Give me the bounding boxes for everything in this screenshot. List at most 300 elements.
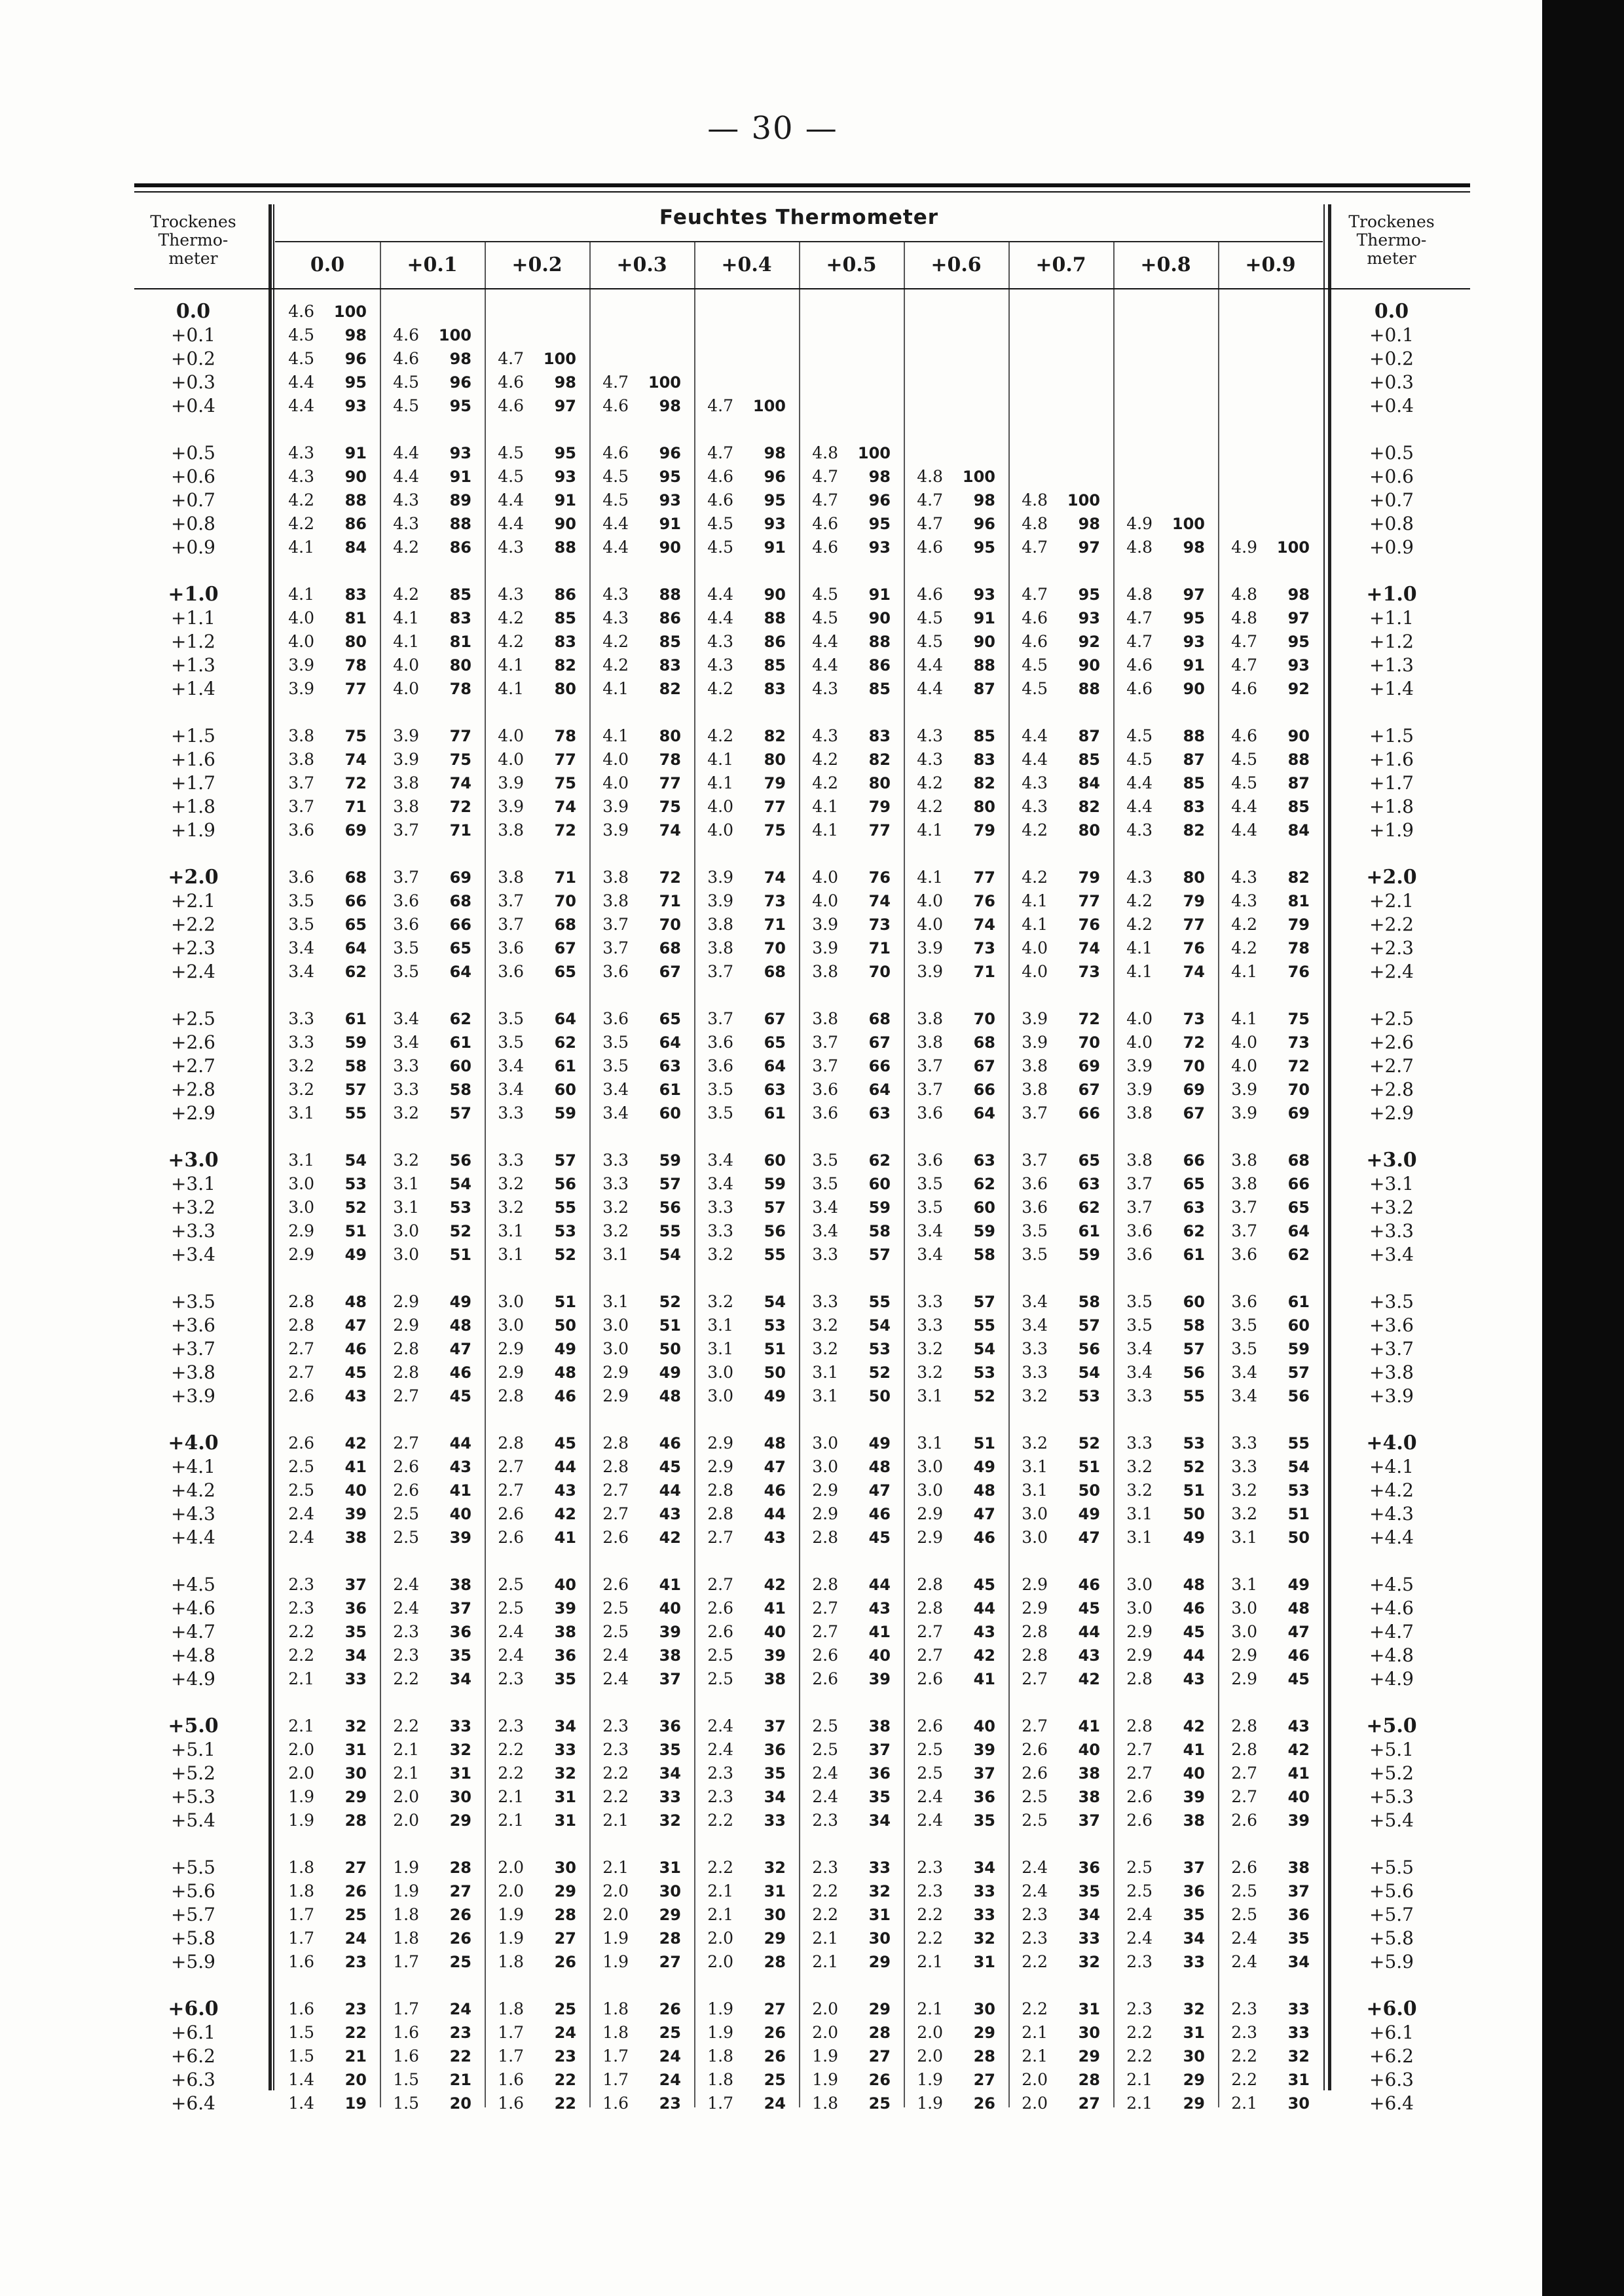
table-cell <box>583 1645 681 1666</box>
table-cell <box>688 1480 786 1501</box>
right-dry-value: +5.0 <box>1366 1714 1417 1737</box>
table-cell <box>897 1928 995 1949</box>
relative-humidity: 79 <box>1287 916 1310 934</box>
table-cell <box>897 961 995 982</box>
vapor-pressure: 4.6 <box>1022 632 1048 651</box>
vapor-pressure: 1.8 <box>602 1999 629 2018</box>
table-cell <box>478 1787 576 1807</box>
relative-humidity: 57 <box>1183 1340 1205 1358</box>
table-cell <box>268 513 367 534</box>
relative-humidity: 98 <box>344 326 367 344</box>
relative-humidity: 59 <box>554 1104 576 1122</box>
relative-humidity: 34 <box>868 1811 891 1830</box>
relative-humidity: 85 <box>659 633 681 651</box>
wet-column-header: +0.8 <box>1140 253 1191 276</box>
relative-humidity: 37 <box>868 1741 891 1759</box>
table-cell <box>897 1315 995 1336</box>
vapor-pressure: 4.0 <box>393 656 419 675</box>
relative-humidity: 86 <box>344 515 367 533</box>
vapor-pressure: 4.5 <box>707 538 733 557</box>
table-cell <box>268 584 367 605</box>
right-dry-value: +1.8 <box>1369 796 1414 817</box>
relative-humidity: 82 <box>1078 798 1100 816</box>
left-dry-value: +3.3 <box>171 1220 215 1242</box>
table-cell <box>897 655 995 676</box>
relative-humidity: 82 <box>659 680 681 698</box>
table-cell <box>373 1810 471 1831</box>
relative-humidity: 36 <box>449 1623 471 1641</box>
vapor-pressure: 2.6 <box>498 1504 524 1523</box>
table-cell <box>1211 1904 1310 1925</box>
relative-humidity: 33 <box>868 1859 891 1877</box>
relative-humidity: 41 <box>554 1528 576 1547</box>
relative-humidity: 38 <box>659 1646 681 1665</box>
table-cell <box>478 1716 576 1737</box>
vapor-pressure: 3.6 <box>707 1056 733 1075</box>
right-dry-value: +0.2 <box>1369 348 1414 369</box>
right-dry-value: +2.6 <box>1369 1031 1414 1053</box>
table-cell <box>1107 1763 1205 1784</box>
relative-humidity: 79 <box>1183 892 1205 910</box>
table-cell <box>688 2093 786 2114</box>
relative-humidity: 47 <box>1287 1623 1310 1641</box>
relative-humidity: 46 <box>1183 1599 1205 1618</box>
vapor-pressure: 2.2 <box>707 1858 733 1877</box>
relative-humidity: 88 <box>344 491 367 509</box>
relative-humidity: 100 <box>438 326 471 344</box>
vapor-pressure: 4.6 <box>1126 679 1153 698</box>
table-cell <box>478 1904 576 1925</box>
table-cell <box>792 1763 891 1784</box>
wet-column-header: +0.9 <box>1245 253 1296 276</box>
table-cell <box>478 2093 576 2114</box>
relative-humidity: 59 <box>1287 1340 1310 1358</box>
relative-humidity: 62 <box>344 963 367 981</box>
relative-humidity: 40 <box>973 1717 995 1735</box>
left-dry-value: +1.0 <box>168 583 219 606</box>
table-column-border <box>1323 204 1325 2090</box>
relative-humidity: 49 <box>344 1246 367 1264</box>
relative-humidity: 35 <box>1287 1929 1310 1948</box>
vapor-pressure: 4.4 <box>1126 797 1153 816</box>
vapor-pressure: 2.1 <box>812 1952 838 1971</box>
vapor-pressure: 3.0 <box>917 1481 943 1500</box>
table-cell <box>373 1881 471 1902</box>
table-cell <box>583 1103 681 1124</box>
vapor-pressure: 4.5 <box>498 467 524 486</box>
table-cell <box>1002 1433 1100 1454</box>
table-cell <box>268 1999 367 2020</box>
table-cell <box>1002 1787 1100 1807</box>
relative-humidity: 29 <box>1183 2094 1205 2113</box>
vapor-pressure: 4.7 <box>602 373 629 392</box>
table-cell <box>897 1504 995 1525</box>
vapor-pressure: 4.5 <box>1231 750 1257 769</box>
table-cell <box>583 773 681 794</box>
right-dry-value: +4.6 <box>1369 1597 1414 1619</box>
table-cell <box>1107 938 1205 959</box>
table-cell <box>583 1079 681 1100</box>
vapor-pressure: 3.2 <box>707 1292 733 1311</box>
relative-humidity: 72 <box>449 798 471 816</box>
vapor-pressure: 2.4 <box>393 1575 419 1594</box>
vapor-pressure: 2.7 <box>1022 1716 1048 1735</box>
vapor-pressure: 2.1 <box>917 1952 943 1971</box>
vapor-pressure: 4.4 <box>812 656 838 675</box>
wet-column-header: +0.4 <box>721 253 772 276</box>
table-cell <box>1107 867 1205 888</box>
vapor-pressure: 2.6 <box>498 1528 524 1547</box>
table-cell <box>1002 1150 1100 1171</box>
table-cell <box>1002 2046 1100 2067</box>
table-cell <box>583 372 681 393</box>
table-cell <box>897 1810 995 1831</box>
relative-humidity: 91 <box>1183 656 1205 675</box>
vapor-pressure: 2.9 <box>917 1504 943 1523</box>
relative-humidity: 37 <box>659 1670 681 1688</box>
relative-humidity: 23 <box>659 2094 681 2113</box>
table-cell <box>1107 655 1205 676</box>
relative-humidity: 97 <box>1078 538 1100 557</box>
relative-humidity: 62 <box>1287 1246 1310 1264</box>
table-cell <box>478 1999 576 2020</box>
vapor-pressure: 4.6 <box>1126 656 1153 675</box>
table-cell <box>478 961 576 982</box>
table-cell <box>1002 2093 1100 2114</box>
vapor-pressure: 2.6 <box>917 1716 943 1735</box>
vapor-pressure: 4.3 <box>1022 797 1048 816</box>
relative-humidity: 47 <box>764 1458 786 1476</box>
vapor-pressure: 4.2 <box>1231 915 1257 934</box>
table-cell <box>1002 1056 1100 1077</box>
vapor-pressure: 3.9 <box>1022 1009 1048 1028</box>
table-cell <box>373 1787 471 1807</box>
relative-humidity: 70 <box>659 916 681 934</box>
vapor-pressure: 3.0 <box>812 1434 838 1453</box>
relative-humidity: 76 <box>1183 939 1205 957</box>
vapor-pressure: 2.9 <box>393 1316 419 1335</box>
relative-humidity: 28 <box>1078 2071 1100 2089</box>
left-dry-value: +5.0 <box>168 1714 219 1737</box>
relative-humidity: 31 <box>554 1788 576 1806</box>
table-cell <box>478 891 576 912</box>
table-cell <box>1107 1315 1205 1336</box>
vapor-pressure: 2.9 <box>288 1221 314 1240</box>
relative-humidity: 81 <box>1287 892 1310 910</box>
table-cell <box>583 1386 681 1407</box>
relative-humidity: 93 <box>344 397 367 415</box>
vapor-pressure: 4.1 <box>498 656 524 675</box>
right-dry-value: +0.4 <box>1369 395 1414 417</box>
vapor-pressure: 4.4 <box>1231 797 1257 816</box>
vapor-pressure: 2.6 <box>393 1457 419 1476</box>
relative-humidity: 52 <box>344 1198 367 1217</box>
relative-humidity: 36 <box>554 1646 576 1665</box>
relative-humidity: 93 <box>1287 656 1310 675</box>
table-cell <box>897 1103 995 1124</box>
relative-humidity: 51 <box>344 1222 367 1240</box>
table-cell <box>478 1527 576 1548</box>
vapor-pressure: 4.1 <box>602 679 629 698</box>
relative-humidity: 31 <box>449 1764 471 1783</box>
relative-humidity: 88 <box>973 656 995 675</box>
table-cell <box>478 396 576 417</box>
table-cell <box>1211 2046 1310 2067</box>
vapor-pressure: 2.0 <box>917 2046 943 2065</box>
left-dry-value: +5.1 <box>171 1739 215 1760</box>
table-cell <box>1107 796 1205 817</box>
relative-humidity: 63 <box>868 1104 891 1122</box>
vapor-pressure: 4.6 <box>917 585 943 604</box>
vapor-pressure: 2.5 <box>917 1764 943 1783</box>
table-cell <box>1107 2022 1205 2043</box>
table-cell <box>1107 1291 1205 1312</box>
relative-humidity: 59 <box>973 1222 995 1240</box>
table-cell <box>373 1032 471 1053</box>
table-cell <box>1107 1739 1205 1760</box>
vapor-pressure: 3.0 <box>602 1339 629 1358</box>
vapor-pressure: 1.4 <box>288 2070 314 2089</box>
table-cell <box>268 490 367 511</box>
table-cell <box>1211 1857 1310 1878</box>
table-cell <box>583 820 681 841</box>
right-dry-value: +2.7 <box>1369 1055 1414 1077</box>
left-dry-value: +4.7 <box>171 1621 215 1642</box>
table-cell <box>583 1315 681 1336</box>
relative-humidity: 35 <box>659 1741 681 1759</box>
table-cell <box>1002 1315 1100 1336</box>
vapor-pressure: 2.0 <box>917 2023 943 2042</box>
vapor-pressure: 2.1 <box>393 1764 419 1783</box>
vapor-pressure: 4.3 <box>812 726 838 745</box>
relative-humidity: 71 <box>659 892 681 910</box>
table-cell <box>373 1433 471 1454</box>
table-cell <box>583 1056 681 1077</box>
relative-humidity: 64 <box>1287 1222 1310 1240</box>
left-dry-value: +5.4 <box>171 1809 215 1831</box>
table-cell <box>1211 1174 1310 1194</box>
vapor-pressure: 4.4 <box>393 443 419 462</box>
vapor-pressure: 4.7 <box>917 514 943 533</box>
relative-humidity: 42 <box>764 1576 786 1594</box>
table-cell <box>897 1150 995 1171</box>
table-cell <box>897 1669 995 1690</box>
vapor-pressure: 4.2 <box>1126 891 1153 910</box>
relative-humidity: 53 <box>1287 1481 1310 1500</box>
relative-humidity: 74 <box>1078 939 1100 957</box>
vapor-pressure: 2.5 <box>1231 1881 1257 1900</box>
vapor-pressure: 4.5 <box>707 514 733 533</box>
table-cell <box>268 914 367 935</box>
vapor-pressure: 3.1 <box>707 1316 733 1335</box>
table-cell <box>478 631 576 652</box>
relative-humidity: 71 <box>344 798 367 816</box>
relative-humidity: 32 <box>449 1741 471 1759</box>
table-cell <box>688 1716 786 1737</box>
relative-humidity: 69 <box>1287 1104 1310 1122</box>
relative-humidity: 42 <box>554 1505 576 1523</box>
vapor-pressure: 2.8 <box>393 1363 419 1382</box>
vapor-pressure: 1.6 <box>498 2094 524 2113</box>
relative-humidity: 81 <box>344 609 367 627</box>
vapor-pressure: 3.9 <box>1231 1080 1257 1099</box>
vapor-pressure: 4.0 <box>707 821 733 840</box>
left-dry-value: +1.1 <box>171 607 215 629</box>
relative-humidity: 41 <box>1078 1717 1100 1735</box>
relative-humidity: 32 <box>1183 2000 1205 2018</box>
table-cell <box>1211 1527 1310 1548</box>
vapor-pressure: 4.7 <box>812 467 838 486</box>
right-dry-value: +4.2 <box>1369 1479 1414 1501</box>
right-dry-value: +2.9 <box>1369 1102 1414 1124</box>
vapor-pressure: 3.3 <box>707 1221 733 1240</box>
table-cell <box>373 396 471 417</box>
relative-humidity: 19 <box>344 2094 367 2113</box>
table-cell <box>897 490 995 511</box>
vapor-pressure: 3.4 <box>1126 1339 1153 1358</box>
relative-humidity: 24 <box>344 1929 367 1948</box>
table-cell <box>688 490 786 511</box>
table-cell <box>1002 773 1100 794</box>
vapor-pressure: 3.9 <box>602 821 629 840</box>
relative-humidity: 24 <box>764 2094 786 2113</box>
relative-humidity: 82 <box>554 656 576 675</box>
relative-humidity: 75 <box>764 821 786 840</box>
relative-humidity: 63 <box>1183 1198 1205 1217</box>
relative-humidity: 96 <box>764 468 786 486</box>
relative-humidity: 70 <box>1078 1033 1100 1052</box>
table-cell <box>373 584 471 605</box>
vapor-pressure: 2.4 <box>917 1811 943 1830</box>
relative-humidity: 27 <box>973 2071 995 2089</box>
table-cell <box>373 1456 471 1477</box>
table-cell <box>1002 1810 1100 1831</box>
table-cell <box>478 1881 576 1902</box>
vapor-pressure: 3.1 <box>602 1292 629 1311</box>
table-cell <box>897 1716 995 1737</box>
vapor-pressure: 4.0 <box>917 891 943 910</box>
relative-humidity: 91 <box>659 515 681 533</box>
table-cell <box>792 631 891 652</box>
vapor-pressure: 3.0 <box>707 1363 733 1382</box>
vapor-pressure: 3.6 <box>602 1009 629 1028</box>
vapor-pressure: 4.3 <box>288 467 314 486</box>
left-dry-value: +6.3 <box>171 2069 215 2090</box>
left-dry-value: +5.7 <box>171 1904 215 1925</box>
vapor-pressure: 4.6 <box>812 538 838 557</box>
vapor-pressure: 3.0 <box>498 1316 524 1335</box>
table-cell <box>583 1480 681 1501</box>
table-cell <box>373 1480 471 1501</box>
vapor-pressure: 4.2 <box>1231 938 1257 957</box>
relative-humidity: 54 <box>764 1293 786 1311</box>
relative-humidity: 47 <box>449 1340 471 1358</box>
table-cell <box>688 466 786 487</box>
right-dry-value: +0.8 <box>1369 513 1414 534</box>
table-cell <box>1211 1291 1310 1312</box>
vapor-pressure: 3.6 <box>602 962 629 981</box>
vapor-pressure: 2.0 <box>812 2023 838 2042</box>
vapor-pressure: 2.0 <box>498 1858 524 1877</box>
vapor-pressure: 4.4 <box>812 632 838 651</box>
vapor-pressure: 3.2 <box>288 1080 314 1099</box>
relative-humidity: 56 <box>1078 1340 1100 1358</box>
table-cell <box>792 443 891 464</box>
table-cell <box>792 938 891 959</box>
table-cell <box>1107 891 1205 912</box>
relative-humidity: 26 <box>764 2024 786 2042</box>
relative-humidity: 80 <box>868 774 891 792</box>
table-cell <box>373 1103 471 1124</box>
relative-humidity: 23 <box>344 1953 367 1971</box>
relative-humidity: 90 <box>868 609 891 627</box>
relative-humidity: 45 <box>449 1387 471 1405</box>
table-cell <box>792 961 891 982</box>
vapor-pressure: 3.2 <box>1231 1504 1257 1523</box>
table-cell <box>478 1763 576 1784</box>
table-cell <box>792 2046 891 2067</box>
table-cell <box>583 1197 681 1218</box>
vapor-pressure: 3.7 <box>393 821 419 840</box>
vapor-pressure: 3.2 <box>1022 1434 1048 1453</box>
table-cell <box>1107 1032 1205 1053</box>
vapor-pressure: 3.5 <box>1126 1292 1153 1311</box>
vapor-pressure: 4.1 <box>917 821 943 840</box>
vapor-pressure: 3.3 <box>602 1151 629 1170</box>
right-dry-header <box>1333 213 1450 268</box>
relative-humidity: 44 <box>449 1434 471 1453</box>
vapor-pressure: 4.0 <box>288 608 314 627</box>
relative-humidity: 71 <box>764 916 786 934</box>
relative-humidity: 91 <box>764 538 786 557</box>
table-cell <box>583 1928 681 1949</box>
vapor-pressure: 4.1 <box>288 538 314 557</box>
vapor-pressure: 4.4 <box>288 373 314 392</box>
vapor-pressure: 3.7 <box>1022 1103 1048 1122</box>
right-dry-header-text: Trockenes Thermo-meter <box>1348 212 1435 268</box>
vapor-pressure: 4.4 <box>917 679 943 698</box>
vapor-pressure: 2.3 <box>1126 1952 1153 1971</box>
relative-humidity: 39 <box>764 1646 786 1665</box>
relative-humidity: 100 <box>333 303 367 321</box>
table-cell <box>583 1456 681 1477</box>
vapor-pressure: 3.2 <box>393 1151 419 1170</box>
table-cell <box>792 608 891 629</box>
vapor-pressure: 1.7 <box>498 2046 524 2065</box>
vapor-pressure: 4.3 <box>393 514 419 533</box>
table-cell <box>688 1527 786 1548</box>
relative-humidity: 59 <box>868 1198 891 1217</box>
table-cell <box>373 1362 471 1383</box>
table-cell <box>1211 726 1310 747</box>
vapor-pressure: 3.0 <box>393 1245 419 1264</box>
relative-humidity: 54 <box>868 1316 891 1335</box>
vapor-pressure: 2.2 <box>498 1764 524 1783</box>
table-cell <box>583 2093 681 2114</box>
relative-humidity: 55 <box>344 1104 367 1122</box>
vapor-pressure: 3.6 <box>917 1103 943 1122</box>
vapor-pressure: 3.0 <box>812 1457 838 1476</box>
vapor-pressure: 1.6 <box>393 2046 419 2065</box>
table-cell <box>373 773 471 794</box>
table-cell <box>688 1244 786 1265</box>
vapor-pressure: 4.0 <box>812 868 838 887</box>
vapor-pressure: 2.6 <box>1231 1858 1257 1877</box>
relative-humidity: 27 <box>554 1929 576 1948</box>
table-cell <box>1002 537 1100 558</box>
vapor-pressure: 3.6 <box>917 1151 943 1170</box>
table-cell <box>478 372 576 393</box>
